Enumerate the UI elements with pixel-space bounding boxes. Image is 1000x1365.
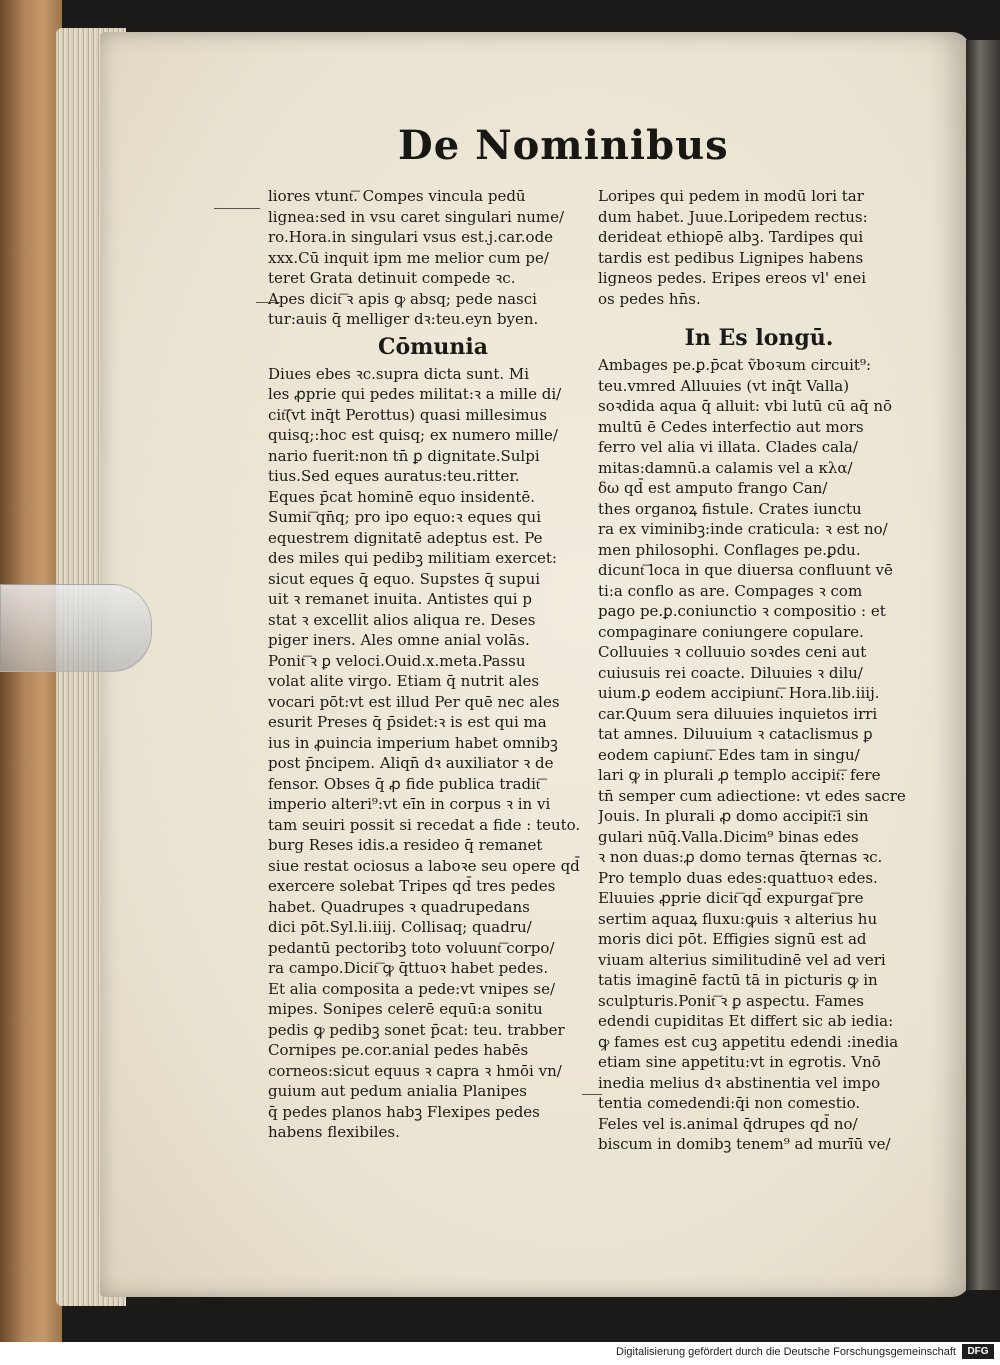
text-line: Diues ebes ꝛc.supra dicta sunt. Mi [268,364,530,383]
text-line: ti:a conflo as are. Compages ꝛ com [598,581,863,600]
text-line: des miles qui pedibꝫ militiam exercet: [268,549,557,567]
text-line: uium.ꝑ eodem accipiunt͞. Hora.lib.iiij. [598,684,880,702]
text-line: lari ꝙ in plurali ꝓ templo accipit͞: fere [598,766,881,784]
text-line: compaginare coniungere copulare. [598,622,864,641]
dfg-logo: DFG [962,1344,994,1359]
text-line: uit ꝛ remanet inuita. Antistes qui p [268,590,532,608]
text-line: tn̄ semper cum adiectione: vt edes sacre [598,786,906,805]
text-line: habet. Quadrupes ꝛ quadrupedans [268,897,530,916]
text-line: Feles vel is.animal q̄drupes qd̄ no/ [598,1114,858,1133]
text-line: Sumit͞ qn̄q; pro ipo equo:ꝛ eques qui [268,508,541,526]
text-line: exercere solebat Tripes qd̄ tres pedes [268,877,556,895]
text-line: Jouis. In plurali ꝓ domo accipit͞:i sin [598,807,869,825]
text-line: tardis est pedibus Lignipes habens [598,248,864,267]
text-line: imperio alteri⁹:vt eīn in corpus ꝛ in vi [268,795,551,813]
text-line: fensor. Obses q̄ ꝓ fide publica tradit͞ [268,774,541,793]
text-line: corneos:sicut equus ꝛ capra ꝛ hmōi vn/ [268,1061,562,1080]
text-line: multū ē Cedes interfectio aut mors [598,417,864,436]
text-line: moris dici pōt. Effigies signū est ad [598,930,867,948]
text-line: piger iners. Ales omne anial volās. [268,631,530,649]
text-line: edendi cupiditas Et differt sic ab iedia: [598,1012,894,1030]
text-line: gulari nūq̄.Valla.Dicim⁹ binas edes [598,827,859,846]
text-line: lignea:sed in vsu caret singulari nume/ [268,207,565,226]
text-line: tat amnes. Diluuium ꝛ cataclismus ꝑ [598,725,873,743]
text-line: xxx.Cū inquit ipm me melior cum pe/ [268,248,549,267]
footer-credit: Digitalisierung gefördert durch die Deutsche Forschungsgemeinschaft [616,1346,956,1358]
text-line: Eluuies ꝓprie dicit͞ qd̄ expurgat͞ pre [598,889,864,907]
text-line: Et alia composita a pede:vt vnipes se/ [268,979,556,998]
text-line: Pro templo duas edes:quattuoꝛ edes. [598,868,878,887]
text-line: tur:auis q̄ melliger dꝛ:teu.eyn byen. [268,310,539,328]
margin-mark [214,208,260,209]
text-line: Colluuies ꝛ colluuio soꝛdes ceni aut [598,643,867,661]
text-line: Ponit͞ ꝛ ꝑ veloci.Ouid.x.meta.Passu [268,651,526,670]
text-line: dici pōt.Syl.li.iiij. Collisaq; quadru/ [268,918,532,936]
book-cover-right [966,40,1000,1290]
text-line: derideat ethiopē albꝫ. Tardipes qui [598,228,864,246]
text-line: soꝛdida aqua q̄ alluit: vbi lutū cū aq̄ nō [598,397,893,415]
text-line: sicut eques q̄ equo. Supstes q̄ supui [268,569,541,588]
text-line: volat alite virgo. Etiam q̄ nutrit ales [268,672,540,690]
text-line: Eques p̄cat hominē equo insidentē. [268,487,536,506]
text-line: inedia melius dꝛ abstinentia vel impo [598,1073,881,1092]
text-line: Loripes qui pedem in modū lori tar [598,187,864,205]
text-line: stat ꝛ excellit alios aliqua re. Deses [268,610,536,629]
text-line: siue restat ociosus a laboꝛe seu opere qd̄ [268,856,580,875]
page-title: De Nominibus [398,122,729,169]
text-line: pago pe.ꝑ.coniunctio ꝛ compositio : et [598,602,886,620]
text-line: nario fuerit:non tn̄ ꝑ dignitate.Sulpi [268,446,540,465]
text-line: thes organoꝝ fistule. Crates iunctu [598,499,862,518]
text-line: teret Grata detinuit compede ꝛc. [268,269,516,287]
text-line: burg Reses idis.a resideo q̄ remanet [268,836,543,854]
text-line: ra campo.Dicit͞ ꝙ q̄ttuoꝛ habet pedes. [268,959,549,977]
text-line: pedantū pectoribꝫ toto voluunt͞ corpo/ [268,938,555,957]
text-line: tatis imaginē factū tā in picturis ꝙ in [598,971,878,989]
text-line: Apes dicit͞ ꝛ apis ꝙ absq; pede nasci [268,289,537,308]
text-line: Ambages pe.ꝑ.p̄cat ṽboꝛum circuit⁹: [598,356,872,374]
text-line: post p̄ncipem. Aliqn̄ dꝛ auxiliator ꝛ de [268,754,554,772]
text-line: guium aut pedum anialia Planipes [268,1082,527,1100]
text-line: cit͞(vt inq̄t Perottus) quasi millesimus [268,405,547,424]
text-line: tius.Sed eques auratus:teu.ritter. [268,467,520,485]
text-line: ꝛ non duas:ꝓ domo ternas q̄ternas ꝛc. [598,848,883,866]
text-line: teu.vmred Alluuies (vt inq̄t Valla) [598,376,850,395]
text-line: dum habet. Juue.Loripedem rectus: [598,207,868,226]
text-line: equestrem dignitatē adeptus est. Pe [268,528,543,547]
text-line: les ꝓprie qui pedes militat:ꝛ a mille di/ [268,385,562,403]
page-clip [0,584,152,672]
text-line: ligneos pedes. Eripes ereos vl' enei [598,269,867,287]
text-line: ꝙ fames est cuꝫ appetitu edendi :inedia [598,1032,899,1051]
text-line: os pedes hn̄s. [598,289,701,308]
text-line: mipes. Sonipes celerē equū:a sonitu [268,1000,543,1018]
text-line: mitas:damnū.a calamis vel a κλα/ [598,458,853,477]
text-line: eodem capiunt͞. Edes tam in singu/ [598,745,860,764]
text-line: biscum in domibꝫ tenem⁹ ad murīū ve/ [598,1135,891,1153]
text-line: car.Quum sera diluuies inquietos irri [598,704,878,723]
right-column [598,186,920,1155]
text-line: ra ex viminibꝫ:inde craticula: ꝛ est no/ [598,520,888,538]
text-line: esurit Preses q̄ p̄sidet:ꝛ is est qui ma [268,713,547,731]
text-line: cuiusuis rei coacte. Diluuies ꝛ dilu/ [598,663,863,682]
text-line: tam seuiri possit si recedat a fide : teuto. [268,815,581,834]
text-line: sculpturis.Ponit͞ ꝛ ꝑ aspectu. Fames [598,991,864,1010]
text-line: pedis ꝙ pedibꝫ sonet p̄cat: teu. trabber [268,1020,565,1039]
text-line: q̄ pedes planos habꝫ Flexipes pedes [268,1102,540,1121]
text-line: ro.Hora.in singulari vsus est.j.car.ode [268,228,554,246]
text-line: Cornipes pe.cor.anial pedes habēs [268,1041,529,1059]
text-line: δω qd̄ est amputo frango Can/ [598,479,828,497]
text-line: quisq;:hoc est quisq; ex numero mille/ [268,426,558,444]
text-line: viuam alterius similitudinē vel ad veri [598,950,886,969]
left-column [268,186,598,1143]
text-line: etiam sine appetitu:vt in egrotis. Vnō [598,1053,881,1071]
text-line: tentia comedendi:q̄i non comestio. [598,1094,861,1112]
text-line: liores vtunt͞. Compes vincula pedū [268,187,526,205]
text-line: habens flexibiles. [268,1123,400,1141]
text-line: men philosophi. Conflages pe.ꝑdu. [598,540,861,559]
text-line: dicunt͞ loca in que diuersa confluunt vē [598,561,893,579]
text-line: vocari pōt:vt est illud Per quē nec ales [268,692,560,711]
text-line: ferro vel alia vi illata. Clades cala/ [598,438,858,456]
text-line: ius in ꝓuincia imperium habet omnibꝫ [268,733,558,752]
text-line: sertim aquaꝝ fluxu:ꝙuis ꝛ alterius hu [598,909,878,928]
section-heading: Cōmunia [377,333,489,360]
section-heading: In Es longū. [684,325,834,351]
